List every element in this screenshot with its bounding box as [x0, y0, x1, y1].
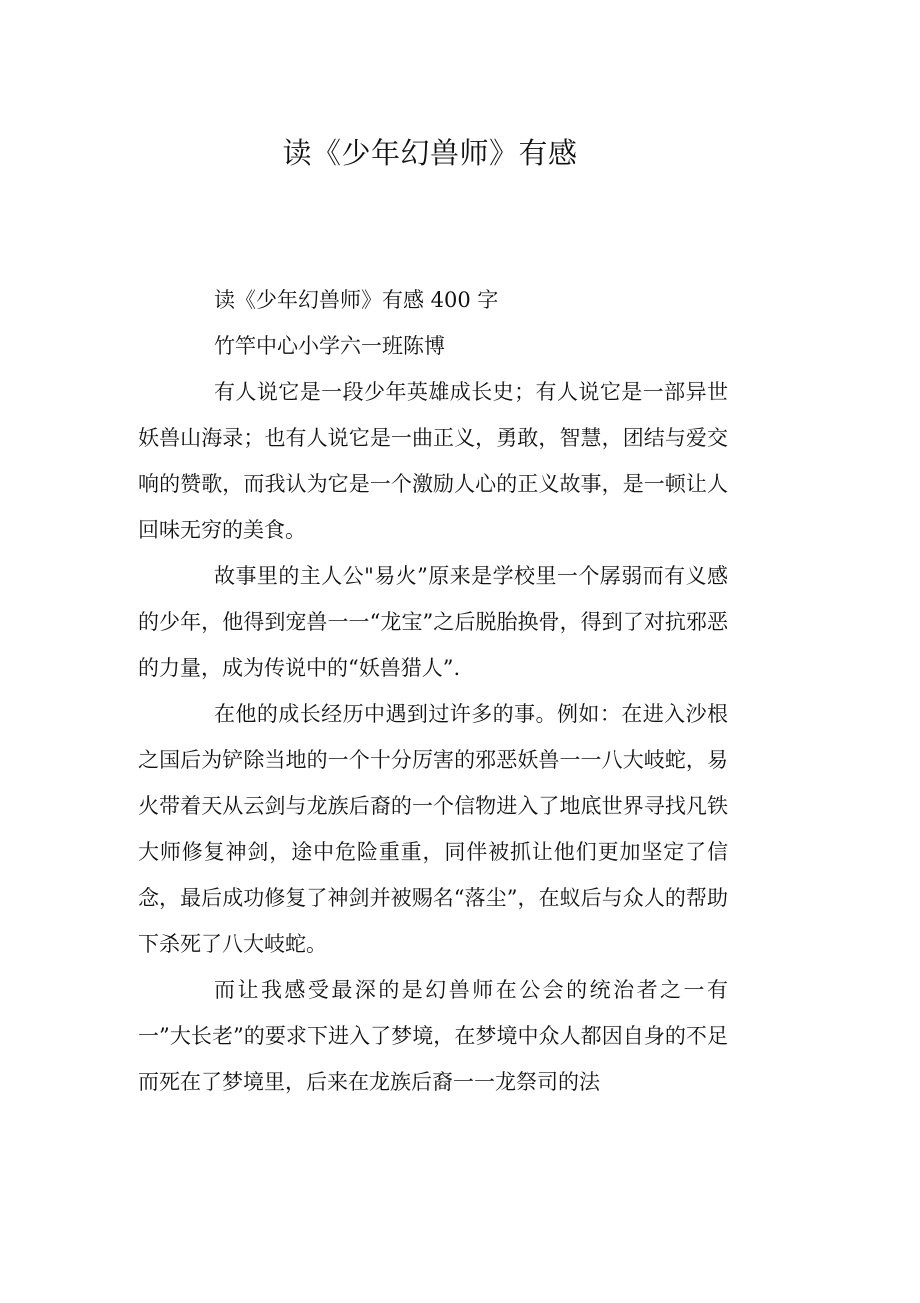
document-subtitle: 读《少年幻兽师》有感 400 字 [214, 288, 499, 312]
paragraph-4: 而让我感受最深的是幻兽师在公会的统治者之一有一”大长老”的要求下进入了梦境，在梦境中众人都因自身的不足而死在了梦境里，后来在龙族后裔一一龙祭司的法 [138, 978, 728, 1094]
paragraph-2: 故事里的主人公"易火”原来是学校里一个孱弱而有义感的少年，他得到宠兽一一“龙宝”之后脱胎换骨，得到了对抗邪恶的力量，成为传说中的“妖兽猎人”. [138, 564, 728, 680]
document-body [138, 277, 728, 1105]
document-title: 读《少年幻兽师》有感 [282, 136, 578, 170]
paragraph-3: 在他的成长经历中遇到过许多的事。例如：在进入沙根之国后为铲除当地的一个十分厉害的邪恶妖兽一一八大岐蛇，易火带着天从云剑与龙族后裔的一个信物进入了地底世界寻找凡铁大师修复神剑，途中危险重重，同伴被抓让他们更加坚定了信念，最后成功修复了神剑并被赐名“落尘”，在蚁后与众人的帮助下杀死了八大岐蛇。 [138, 702, 728, 956]
paragraph-1: 有人说它是一段少年英雄成长史；有人说它是一部异世妖兽山海录；也有人说它是一曲正义，勇敢，智慧，团结与爱交响的赞歌，而我认为它是一个激励人心的正义故事，是一顿让人回味无穷的美食。 [138, 380, 728, 542]
author-line: 竹竿中心小学六一班陈博 [214, 334, 445, 358]
